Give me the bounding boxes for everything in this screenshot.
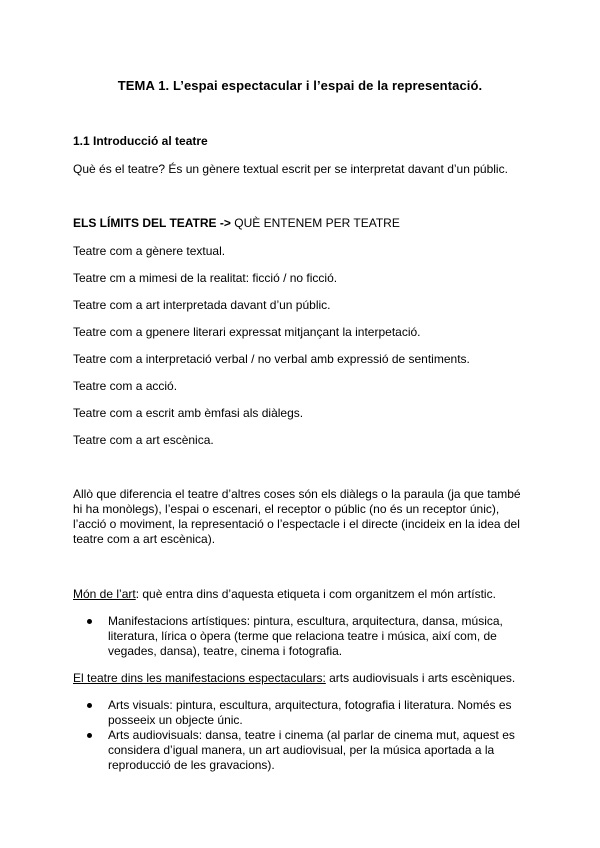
difference-paragraph: Allò que diferencia el teatre d’altres coses són els diàlegs o la paraula (ja que també hi ha monòlegs), l’espai o escenari, el receptor o públic (no és un receptor únic), l’acció o moviment, la representació o l’espectacle i el directe (incideix en la idea del teatre com a art escènica).	[73, 487, 521, 546]
teatre-manifestacions-line	[73, 671, 533, 686]
mon-art-line	[73, 587, 533, 602]
teatre-manifestacions-term: El teatre dins les manifestacions espectaculars:	[73, 671, 326, 685]
limits-item: Teatre com a gènere textual.	[73, 244, 226, 258]
document-title: TEMA 1. L’espai espectacular i l’espai de la representació.	[117, 78, 483, 93]
teatre-manifestacions-rest: arts audiovisuals i arts escèniques.	[325, 671, 516, 685]
section-heading-introduccio: 1.1 Introducció al teatre	[73, 134, 208, 148]
bullet-text: Arts audiovisuals: dansa, teatre i cinema (al parlar de cinema mut, aquest es considera d’igual manera, un art audiovisual, per la música aportada a la reproducció de les gravacions).	[108, 728, 515, 772]
limits-item: Teatre com a art interpretada davant d’un públic.	[73, 298, 331, 312]
limits-heading-rest: QUÈ ENTENEM PER TEATRE	[230, 216, 400, 230]
limits-item: Teatre com a art escènica.	[73, 433, 214, 447]
teatre-manifestacions-bullet-list	[73, 698, 533, 773]
bullet-icon	[87, 733, 92, 738]
bullet-icon	[87, 703, 92, 708]
mon-art-rest: : què entra dins d’aquesta etiqueta i com organitzem el món artístic.	[135, 587, 496, 601]
bullet-text: Manifestacions artístiques: pintura, escultura, arquitectura, dansa, música, literatura, lírica o òpera (terme que relaciona teatre i música, així com, de vegades, dansa), teatre, cinema i fotografia.	[108, 614, 503, 658]
list-item	[73, 728, 533, 773]
mon-art-term: Món de l’art	[73, 587, 136, 601]
limits-item: Teatre com a acció.	[73, 379, 178, 393]
limits-item: Teatre com a escrit amb èmfasi als diàlegs.	[73, 406, 304, 420]
mon-art-bullet-list	[73, 614, 533, 659]
bullet-text: Arts visuals: pintura, escultura, arquitectura, fotografia i literatura. Només es posseeix un objecte únic.	[108, 698, 512, 727]
limits-heading	[73, 216, 533, 231]
limits-item: Teatre cm a mimesi de la realitat: ficció / no ficció.	[73, 271, 338, 285]
limits-item: Teatre com a interpretació verbal / no verbal amb expressió de sentiments.	[73, 352, 470, 366]
list-item	[73, 614, 533, 659]
bullet-icon	[87, 619, 92, 624]
list-item	[73, 698, 533, 728]
limits-item: Teatre com a gpenere literari expressat mitjançant la interpetació.	[73, 325, 421, 339]
intro-text: Què és el teatre? És un gènere textual escrit per se interpretat davant d’un públic.	[73, 162, 508, 176]
limits-heading-bold: ELS LÍMITS DEL TEATRE ->	[73, 216, 231, 230]
